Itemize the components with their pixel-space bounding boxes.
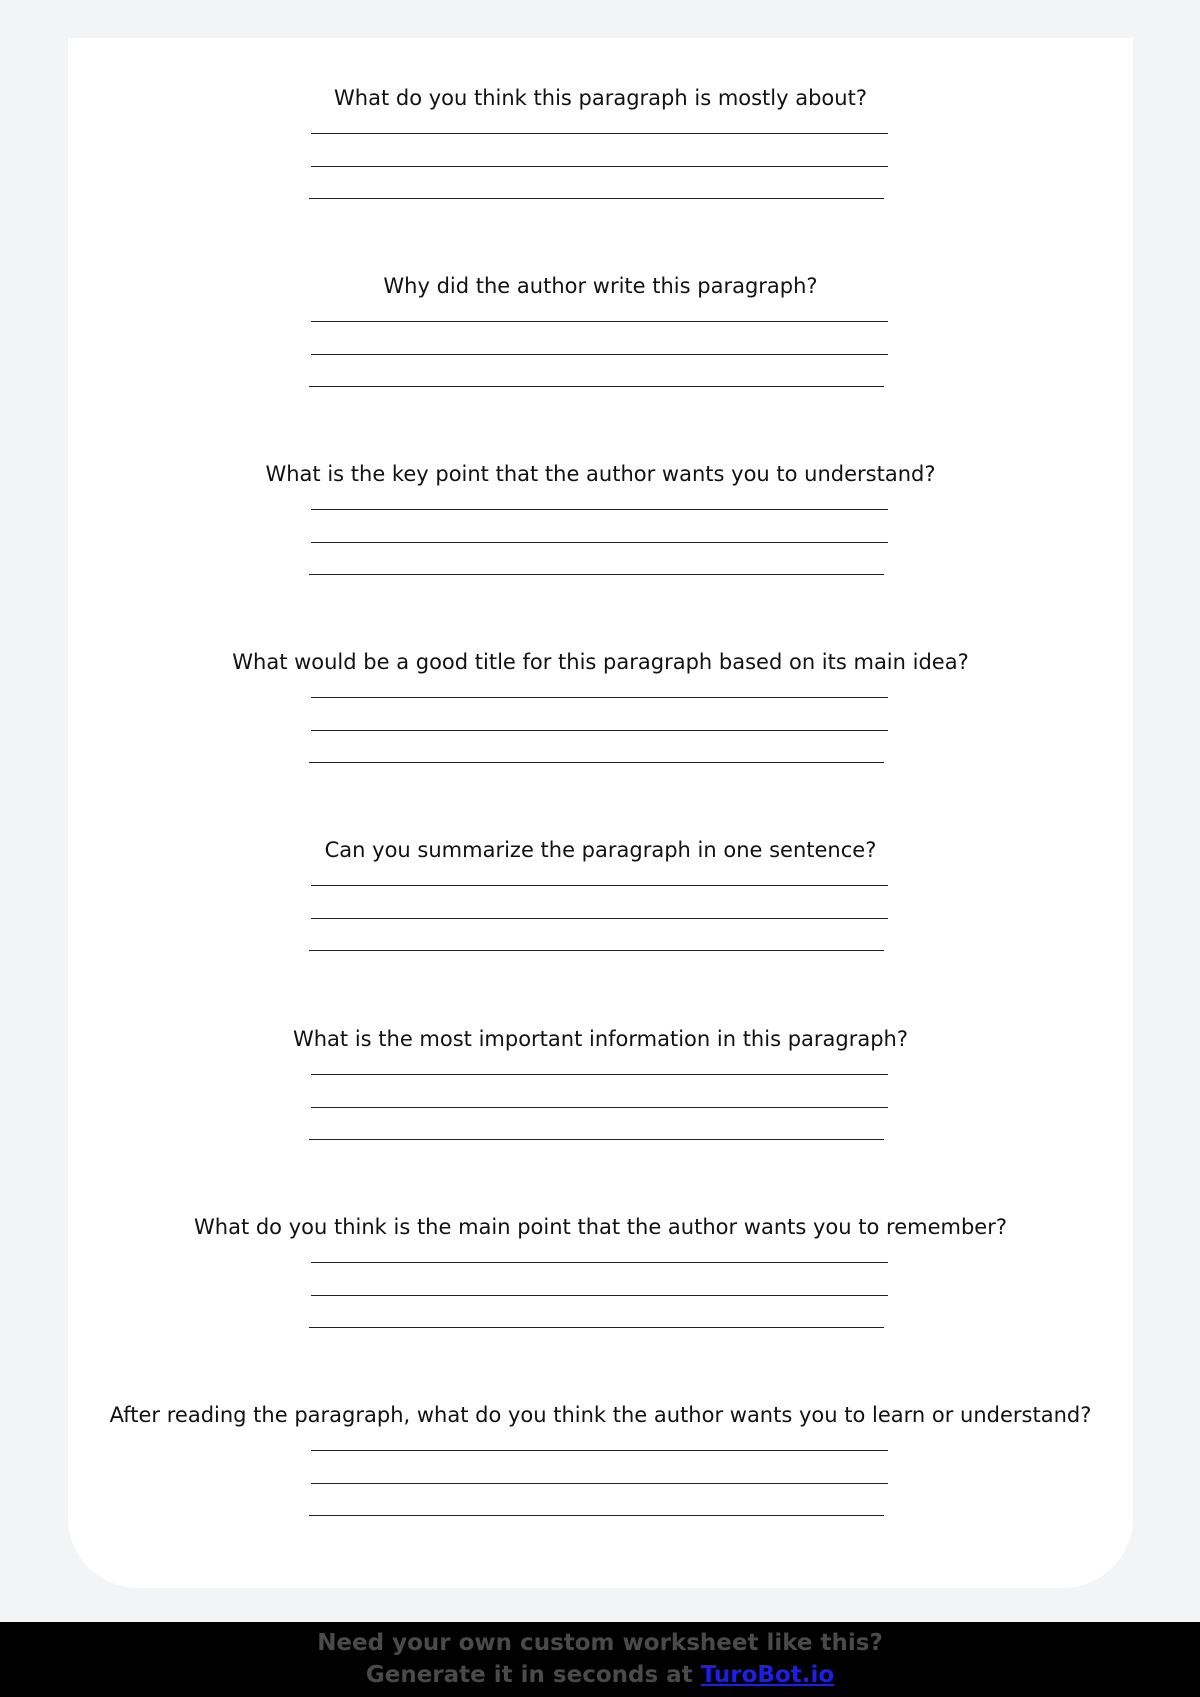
- answer-line: [309, 574, 884, 575]
- answer-line: [311, 1450, 888, 1451]
- answer-line: [311, 1074, 888, 1075]
- footer-subline: [0, 1659, 1200, 1691]
- answer-line: [309, 950, 884, 951]
- question-text: Why did the author write this paragraph?: [383, 274, 818, 298]
- question-text: What do you think is the main point that the author wants you to remember?: [194, 1215, 1007, 1239]
- answer-line: [311, 885, 888, 886]
- question-text: What is the key point that the author wants you to understand?: [265, 462, 936, 486]
- question-text: What would be a good title for this paragraph based on its main idea?: [232, 650, 969, 674]
- question-block: [68, 84, 1133, 112]
- answer-line: [311, 321, 888, 322]
- worksheet-card: [68, 38, 1133, 1588]
- question-block: [68, 460, 1133, 488]
- footer-subline-text: Generate it in seconds at: [365, 1662, 701, 1688]
- footer-headline: Need your own custom worksheet like this?: [317, 1630, 883, 1656]
- turobot-link[interactable]: TuroBot.io: [700, 1662, 835, 1688]
- question-block: [68, 836, 1133, 864]
- question-text: What do you think this paragraph is mostly about?: [334, 86, 867, 110]
- answer-line: [309, 762, 884, 763]
- answer-line: [309, 198, 884, 199]
- question-text: What is the most important information in this paragraph?: [292, 1027, 909, 1051]
- answer-line: [311, 354, 888, 355]
- question-block: [68, 648, 1133, 676]
- answer-line: [311, 509, 888, 510]
- answer-line: [311, 133, 888, 134]
- answer-line: [309, 1515, 884, 1516]
- answer-line: [311, 1107, 888, 1108]
- answer-line: [311, 918, 888, 919]
- answer-line: [311, 1295, 888, 1296]
- answer-line: [311, 1262, 888, 1263]
- promo-footer: [0, 1622, 1200, 1697]
- answer-line: [311, 1483, 888, 1484]
- question-block: [68, 1025, 1133, 1053]
- question-text: After reading the paragraph, what do you think the author wants you to learn or understand?: [109, 1403, 1092, 1427]
- question-text: Can you summarize the paragraph in one sentence?: [324, 838, 877, 862]
- answer-line: [311, 697, 888, 698]
- question-block: [68, 1401, 1133, 1429]
- answer-line: [309, 386, 884, 387]
- answer-line: [309, 1139, 884, 1140]
- question-block: [68, 272, 1133, 300]
- answer-line: [311, 730, 888, 731]
- answer-line: [311, 166, 888, 167]
- answer-line: [309, 1327, 884, 1328]
- question-block: [68, 1213, 1133, 1241]
- answer-line: [311, 542, 888, 543]
